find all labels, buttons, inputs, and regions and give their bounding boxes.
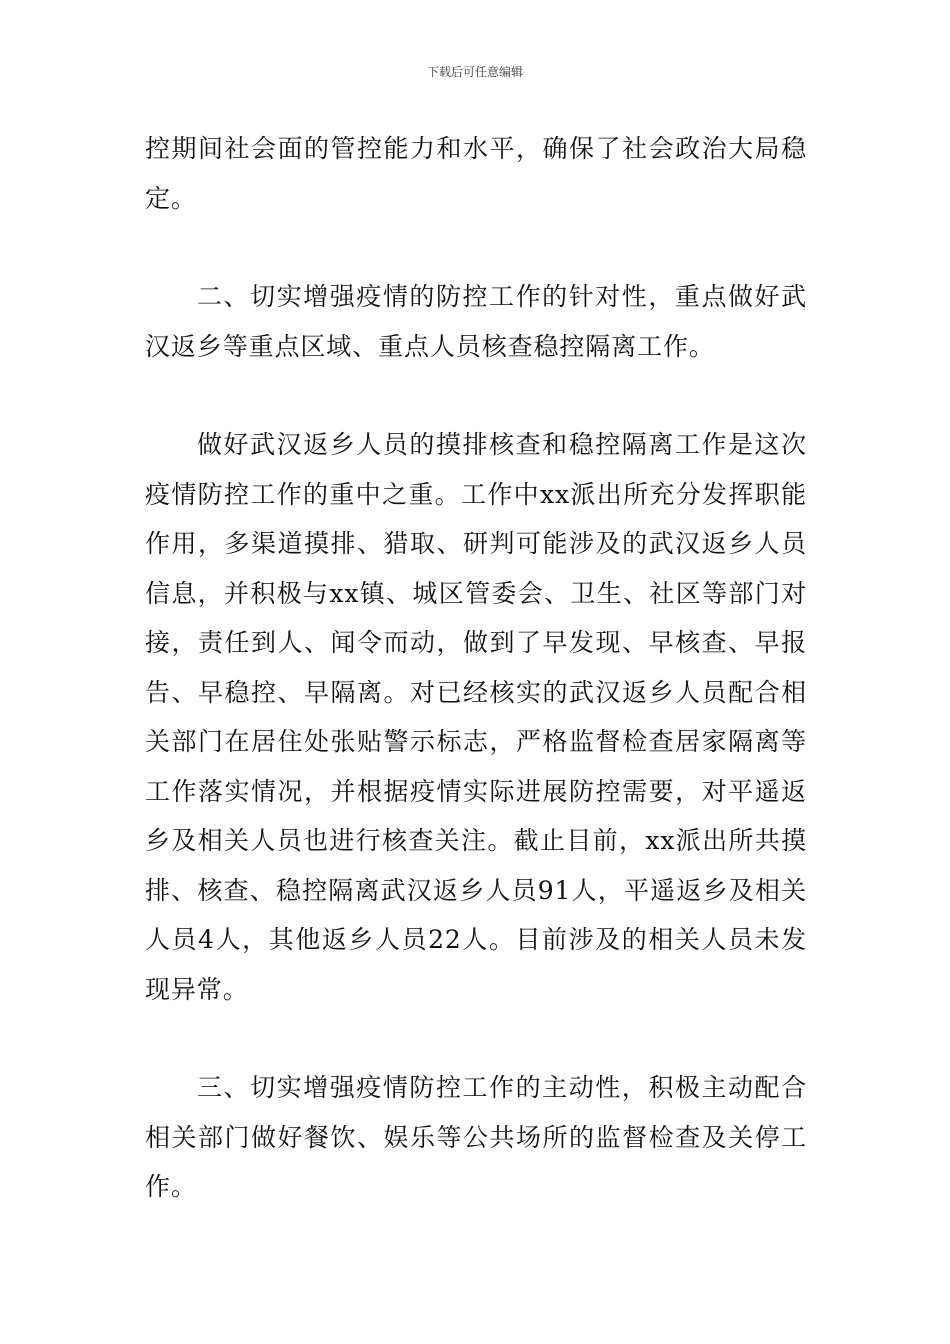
document-body bbox=[145, 124, 807, 1212]
section-heading-3: 三、切实增强疫情防控工作的主动性，积极主动配合相关部门做好餐饮、娱乐等公共场所的监督检查及关停工作。 bbox=[145, 1073, 807, 1201]
page-header: 下载后可任意编辑 bbox=[426, 65, 523, 79]
paragraph-continued: 控期间社会面的管控能力和水平，确保了社会政治大局稳定。 bbox=[145, 134, 807, 213]
paragraph-body: 做好武汉返乡人员的摸排核查和稳控隔离工作是这次疫情防控工作的重中之重。工作中xx派出所充分发挥职能作用，多渠道摸排、猎取、研判可能涉及的武汉返乡人员信息，并积极与xx镇、城区管委会、卫生、社区等部门对接，责任到人、闻令而动，做到了早发现、早核查、早报告、早稳控、早隔离。对已经核实的武汉返乡人员配合相关部门在居住处张贴警示标志，严格监督检查居家隔离等工作落实情况，并根据疫情实际进展防控需要，对平遥返乡及相关人员也进行核查关注。截止目前，xx派出所共摸排、核查、稳控隔离武汉返乡人员91人，平遥返乡及相关人员4人，其他返乡人员22人。目前涉及的相关人员未发现异常。 bbox=[145, 430, 807, 1004]
section-heading-2: 二、切实增强疫情的防控工作的针对性，重点做好武汉返乡等重点区域、重点人员核查稳控隔离工作。 bbox=[145, 282, 807, 361]
